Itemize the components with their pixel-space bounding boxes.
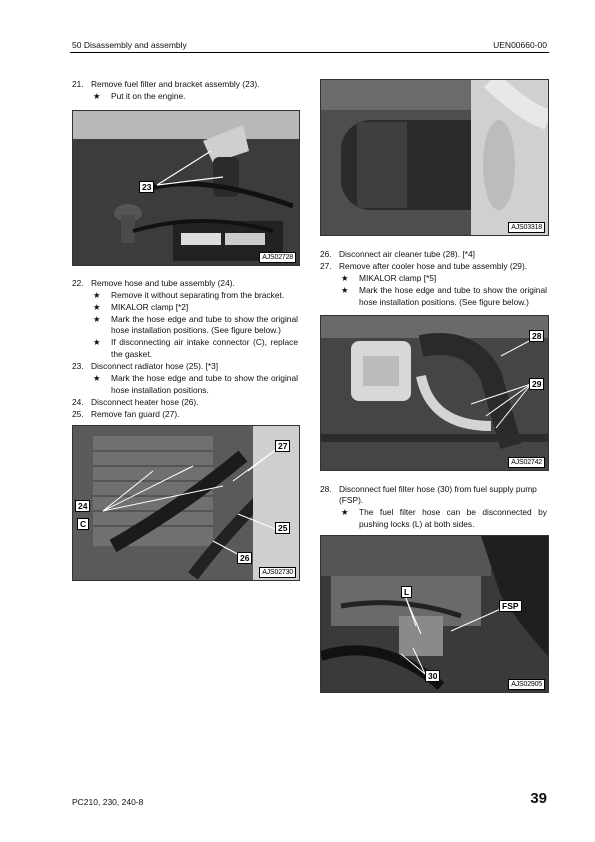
step-text: Disconnect fuel filter hose (30) from fuel supply pump (FSP).	[339, 483, 537, 506]
callout-label: 23	[139, 181, 154, 193]
star-icon: ★	[93, 337, 101, 348]
photo-code: AJS02905	[508, 679, 545, 690]
step-22: 22. Remove hose and tube assembly (24).	[72, 277, 235, 288]
footer-model: PC210, 230, 240-8	[72, 797, 144, 807]
star-icon: ★	[93, 313, 101, 324]
header-rule	[70, 52, 549, 53]
callout-label: 30	[425, 670, 440, 682]
note-item: ★ The fuel filter hose can be disconnected by pushing locks (L) at both sides.	[341, 507, 547, 530]
header-doc-code: UEN00660-00	[493, 40, 547, 50]
photo-fan-guard	[72, 425, 300, 581]
note-item: ★ Put it on the engine.	[93, 90, 186, 101]
step-text: Remove fuel filter and bracket assembly (23).	[91, 79, 260, 89]
step-25: 25. Remove fan guard (27).	[72, 408, 180, 419]
right-column	[320, 79, 547, 693]
page-number: 39	[530, 790, 547, 807]
callout-label: C	[77, 518, 89, 530]
photo-code: AJS02742	[508, 457, 545, 468]
step-text: Disconnect air cleaner tube (28). [*4]	[339, 249, 475, 259]
note-item: ★ MIKALOR clamp [*5]	[341, 272, 437, 283]
callout-label: 28	[529, 330, 544, 342]
star-icon: ★	[341, 272, 349, 283]
header-section-title: 50 Disassembly and assembly	[72, 40, 187, 50]
step-23: 23. Disconnect radiator hose (25). [*3]	[72, 361, 219, 372]
note-item: ★ Mark the hose edge and tube to show the original hose installation positions. (See figure below.)	[341, 284, 547, 307]
step-28: 28. Disconnect fuel filter hose (30) from fuel supply pump (FSP).	[320, 483, 537, 506]
note-item: ★ MIKALOR clamp [*2]	[93, 301, 189, 312]
callout-label: 27	[275, 440, 290, 452]
callout-label: 25	[275, 522, 290, 534]
step-21: 21. Remove fuel filter and bracket assembly (23).	[72, 79, 260, 89]
note-item: ★ Mark the hose edge and tube to show the original hose installation positions.	[93, 373, 298, 395]
photo-after-cooler-hose	[320, 315, 549, 471]
star-icon: ★	[93, 289, 101, 300]
note-item: ★ If disconnecting air intake connector (C), replace the gasket.	[93, 337, 298, 360]
photo-code: AJS02728	[259, 252, 296, 263]
photo-fuel-supply-pump	[320, 535, 549, 693]
step-text: Remove hose and tube assembly (24).	[91, 277, 235, 288]
left-column	[72, 79, 298, 581]
callout-label: 29	[529, 378, 544, 390]
step-24: 24. Disconnect heater hose (26).	[72, 396, 199, 407]
step-text: Remove fan guard (27).	[91, 408, 180, 419]
callout-label: L	[401, 586, 412, 598]
step-text: Disconnect radiator hose (25). [*3]	[91, 361, 219, 372]
photo-code: AJS03318	[508, 222, 545, 233]
callout-label: 24	[75, 500, 90, 512]
photo-fuel-filter	[72, 110, 300, 266]
note-item: ★ Mark the hose edge and tube to show the original hose installation positions. (See figure below.)	[93, 313, 298, 336]
star-icon: ★	[93, 90, 101, 101]
star-icon: ★	[93, 373, 101, 384]
callout-label: 26	[237, 552, 252, 564]
callout-label: FSP	[499, 600, 522, 612]
step-text: Disconnect heater hose (26).	[91, 396, 199, 407]
photo-code: AJS02730	[259, 567, 296, 578]
step-27: 27. Remove after cooler hose and tube assembly (29).	[320, 260, 528, 271]
star-icon: ★	[93, 301, 101, 312]
step-text: Remove after cooler hose and tube assembly (29).	[339, 260, 528, 271]
star-icon: ★	[341, 507, 349, 518]
star-icon: ★	[341, 284, 349, 295]
note-item: ★ Remove it without separating from the bracket.	[93, 289, 285, 300]
step-26: 26. Disconnect air cleaner tube (28). [*4]	[320, 249, 475, 259]
photo-air-cleaner-tube	[320, 79, 549, 236]
